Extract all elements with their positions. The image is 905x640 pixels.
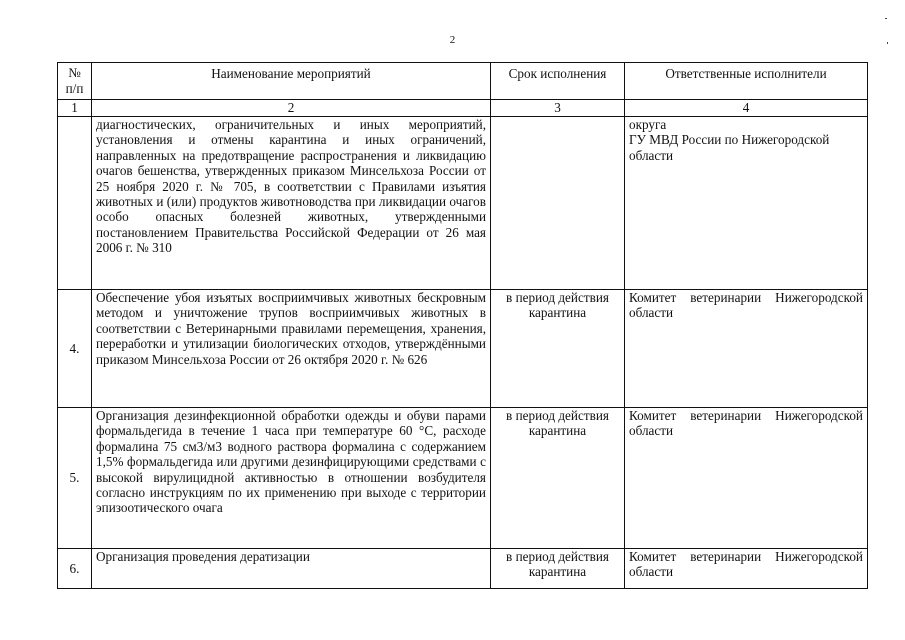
table-header-row [58, 63, 868, 100]
column-index: 2 [92, 100, 491, 117]
table-row [58, 549, 868, 589]
responsible-text: Комитет ветеринарии Нижегородской области [625, 408, 868, 549]
row-number: 5. [58, 408, 92, 549]
responsible-text: Комитет ветеринарии Нижегородской области [625, 549, 868, 589]
scan-speck [885, 18, 887, 19]
deadline-text: в период действия карантина [491, 290, 625, 408]
measures-table [57, 62, 868, 589]
measure-text: Организация проведения дератизации [92, 549, 491, 589]
measure-text: диагностических, ограничительных и иных мероприятий, установления и отмены карантина и иных ограничений, направленных на предотвращение распространения и ликвидацию очагов бешенства, утвержденных приказом Минсельхоза России от 25 ноября 2020 г. № 705, в соответствии с Правилами изъятия животных и (или) продуктов животноводства при ликвидации очагов особо опасных болезней животных, утвержденными постановлением Правительства Российской Федерации от 26 мая 2006 г. № 310 [92, 117, 491, 290]
table-row [58, 290, 868, 408]
row-number: 4. [58, 290, 92, 408]
column-index-row [58, 100, 868, 117]
header-number: № п/п [58, 63, 92, 100]
header-deadline: Срок исполнения [491, 63, 625, 100]
column-index: 3 [491, 100, 625, 117]
page-number: 2 [449, 34, 456, 46]
table-row [58, 117, 868, 290]
deadline-text: в период действия карантина [491, 408, 625, 549]
header-measure-name: Наименование мероприятий [92, 63, 491, 100]
responsible-text: округа ГУ МВД России по Нижегородской области [625, 117, 868, 290]
row-number: 6. [58, 549, 92, 589]
row-number [58, 117, 92, 290]
responsible-text: Комитет ветеринарии Нижегородской области [625, 290, 868, 408]
header-responsible: Ответственные исполнители [625, 63, 868, 100]
measure-text: Организация дезинфекционной обработки одежды и обуви парами формальдегида в течение 1 часа при температуре 60 °С, расходе формалина 75 см3/м3 водного раствора формалина с содержанием 1,5% формальдегида или другими дезинфицирующими средствами с высокой вирулицидной активностью в отношении возбудителя согласно инструкциям по их применению при выходе с территории эпизоотического очага [92, 408, 491, 549]
measure-text: Обеспечение убоя изъятых восприимчивых животных бескровным методом и уничтожение трупов восприимчивых животных в соответствии с Ветеринарными правилами перемещения, хранения, переработки и утилизации биологических отходов, утверждёнными приказом Минсельхоза России от 26 октября 2020 г. № 626 [92, 290, 491, 408]
column-index: 4 [625, 100, 868, 117]
scan-speck [887, 42, 888, 44]
deadline-text: в период действия карантина [491, 549, 625, 589]
column-index: 1 [58, 100, 92, 117]
table-row [58, 408, 868, 549]
deadline-text [491, 117, 625, 290]
